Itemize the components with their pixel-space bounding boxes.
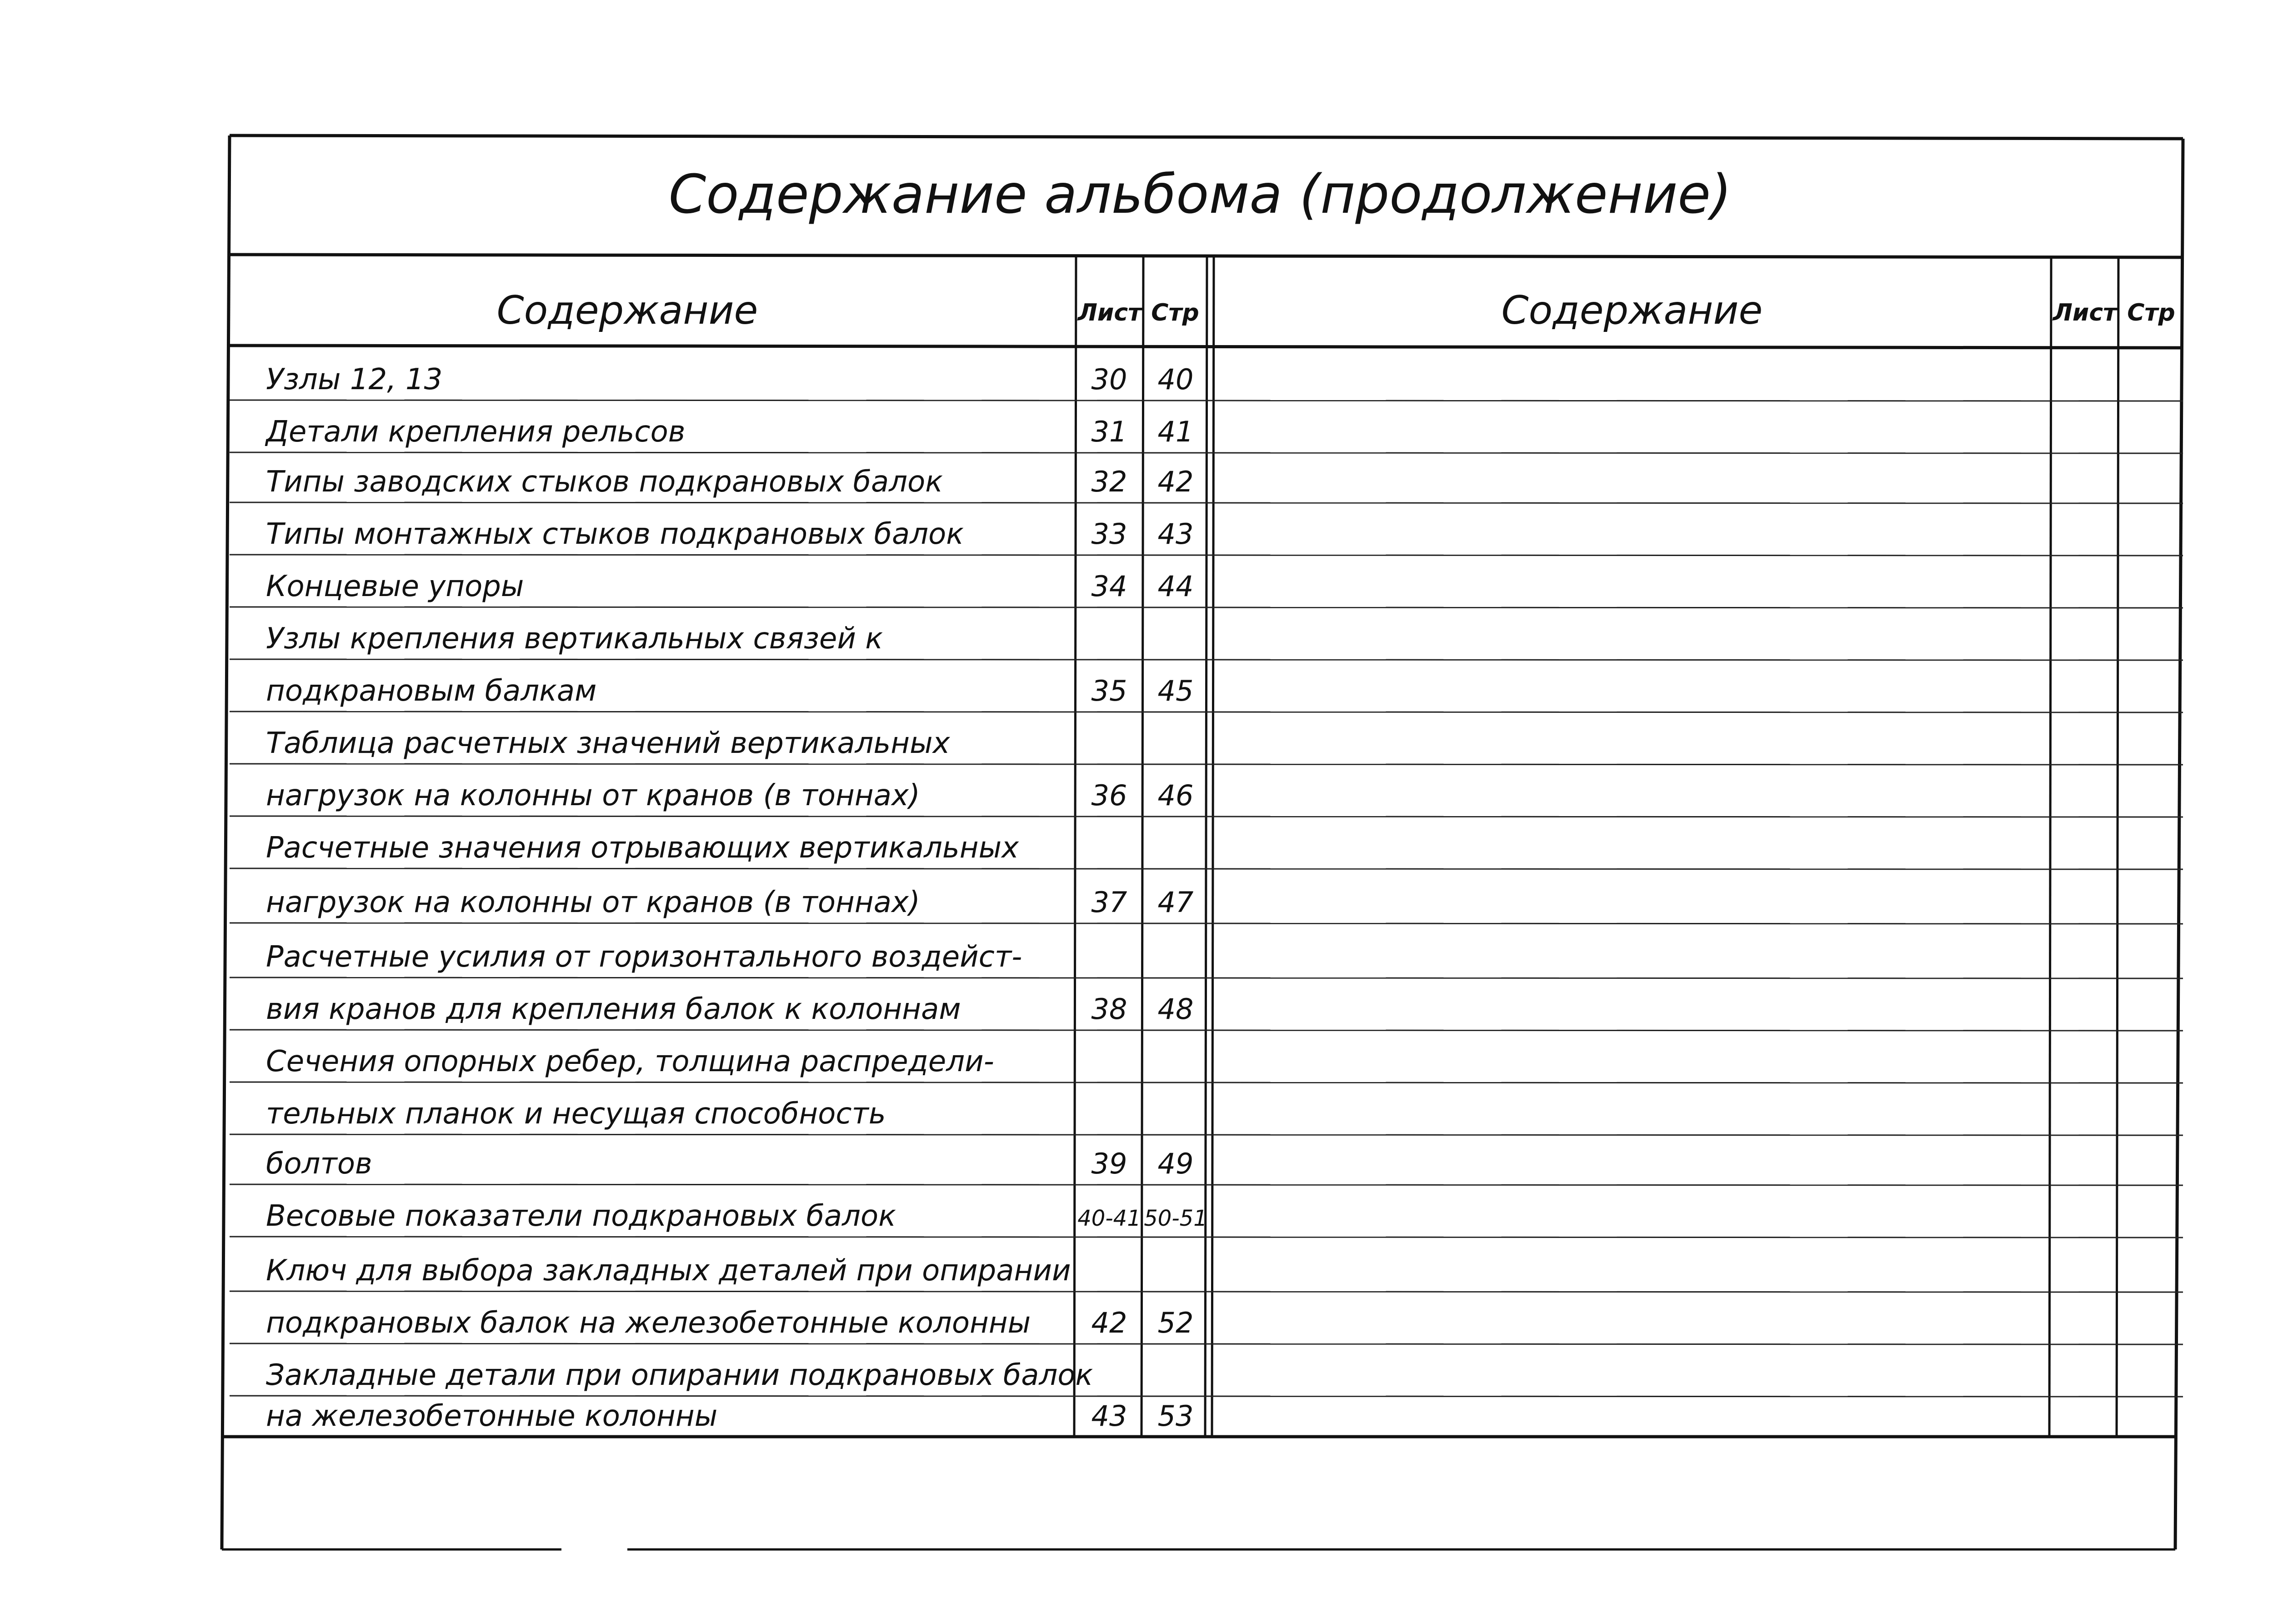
table-row — [266, 363, 1193, 396]
row-sheet-number: 40-41 — [1077, 1206, 1141, 1231]
row-separator — [230, 1082, 2183, 1083]
table-row — [266, 1199, 1207, 1233]
row-separator — [230, 555, 2183, 556]
row-separator — [230, 1237, 2183, 1238]
table-row — [266, 465, 1193, 499]
row-separator — [230, 502, 2183, 503]
row-separator — [230, 400, 2183, 401]
row-content: Типы монтажных стыков подкрановых балок — [266, 517, 964, 551]
row-content: Ключ для выбора закладных деталей при опирании — [266, 1254, 1071, 1288]
table-row — [266, 727, 951, 760]
row-sheet-number: 43 — [1091, 1399, 1127, 1433]
row-content: Узлы 12, 13 — [266, 363, 443, 396]
row-content: нагрузок на колонны от кранов (в тоннах) — [266, 779, 920, 812]
document-title: Содержание альбома (продолжение) — [668, 163, 1732, 226]
row-separator — [230, 816, 2183, 817]
row-separator — [230, 923, 2183, 924]
table-row — [266, 1097, 886, 1131]
left-header-sheet: Лист — [1077, 299, 1142, 326]
row-separator — [230, 1184, 2183, 1185]
row-page-number: 48 — [1157, 992, 1194, 1026]
row-sheet-number: 37 — [1091, 886, 1127, 919]
row-separator — [230, 1134, 2183, 1135]
row-content: подкрановых балок на железобетонные колонны — [266, 1306, 1031, 1340]
row-content: на железобетонные колонны — [266, 1399, 718, 1433]
row-sheet-number: 30 — [1091, 363, 1127, 396]
row-page-number: 52 — [1157, 1306, 1194, 1339]
table-row — [266, 1045, 994, 1078]
row-content: подкрановым балкам — [266, 674, 597, 708]
table-row — [266, 886, 1193, 919]
table-row — [266, 992, 1193, 1026]
table-row — [266, 779, 1193, 812]
row-page-number: 45 — [1157, 674, 1194, 707]
table-row — [265, 415, 1193, 449]
row-separator — [230, 452, 2183, 453]
row-sheet-number: 36 — [1091, 779, 1127, 812]
row-separator — [230, 607, 2183, 608]
table-row — [266, 1147, 1193, 1181]
table-row — [266, 940, 1022, 974]
row-content: нагрузок на колонны от кранов (в тоннах) — [266, 886, 920, 919]
row-content: болтов — [266, 1147, 372, 1181]
row-separator — [230, 659, 2183, 660]
row-separator — [230, 868, 2183, 869]
row-page-number: 41 — [1157, 415, 1194, 448]
row-separator — [230, 764, 2183, 765]
row-sheet-number: 31 — [1091, 415, 1127, 448]
row-separator — [230, 1343, 2183, 1344]
row-content: Расчетные усилия от горизонтального воздейст- — [266, 940, 1022, 974]
row-content: Весовые показатели подкрановых балок — [266, 1199, 896, 1233]
row-separator — [230, 1291, 2183, 1292]
row-page-number: 47 — [1157, 886, 1194, 919]
right-header-content: Содержание — [1501, 288, 1763, 333]
table-row — [266, 1306, 1193, 1340]
row-separator — [230, 1030, 2183, 1031]
row-sheet-number: 32 — [1091, 465, 1127, 498]
row-page-number: 50-51 — [1144, 1206, 1207, 1231]
table-row — [266, 622, 883, 656]
table-row — [266, 570, 1193, 603]
row-sheet-number: 33 — [1091, 517, 1127, 551]
table-row — [266, 674, 1193, 708]
row-content: Таблица расчетных значений вертикальных — [266, 727, 950, 760]
row-content: Типы заводских стыков подкрановых балок — [266, 465, 943, 499]
row-page-number: 53 — [1157, 1399, 1194, 1433]
row-page-number: 44 — [1157, 570, 1194, 603]
row-content: Сечения опорных ребер, толщина распредели- — [266, 1045, 994, 1078]
row-page-number: 43 — [1157, 517, 1194, 551]
row-separator — [230, 1396, 2183, 1397]
row-page-number: 42 — [1157, 465, 1194, 498]
table-row — [266, 1399, 1193, 1433]
table-row — [266, 1358, 1093, 1392]
column-dividers — [1074, 256, 2118, 1437]
row-content: тельных планок и несущая способность — [266, 1097, 886, 1131]
row-content: вия кранов для крепления балок к колоннам — [266, 992, 961, 1026]
table-row — [266, 517, 1193, 551]
left-table-rows — [265, 363, 1207, 1433]
row-separator — [230, 977, 2183, 978]
right-header-sheet: Лист — [2053, 299, 2117, 326]
row-content: Закладные детали при опирании подкрановых балок — [266, 1358, 1093, 1392]
left-header-page: Стр — [1151, 299, 1199, 326]
header-divider — [230, 346, 2183, 348]
table-row — [266, 1254, 1071, 1288]
row-sheet-number: 34 — [1091, 570, 1127, 603]
row-sheet-number: 35 — [1091, 674, 1127, 707]
row-content: Узлы крепления вертикальных связей к — [266, 622, 883, 656]
row-page-number: 46 — [1157, 779, 1194, 812]
left-header-content: Содержание — [496, 288, 758, 333]
row-sheet-number: 42 — [1091, 1306, 1127, 1339]
row-content: Детали крепления рельсов — [266, 415, 686, 449]
table-row — [266, 831, 1019, 865]
row-content: Концевые упоры — [266, 570, 524, 603]
right-header-page: Стр — [2127, 299, 2175, 326]
row-content: Расчетные значения отрывающих вертикальных — [266, 831, 1019, 865]
row-sheet-number: 38 — [1091, 992, 1127, 1026]
row-page-number: 40 — [1157, 363, 1194, 396]
row-page-number: 49 — [1157, 1147, 1194, 1180]
row-sheet-number: 39 — [1091, 1147, 1127, 1180]
